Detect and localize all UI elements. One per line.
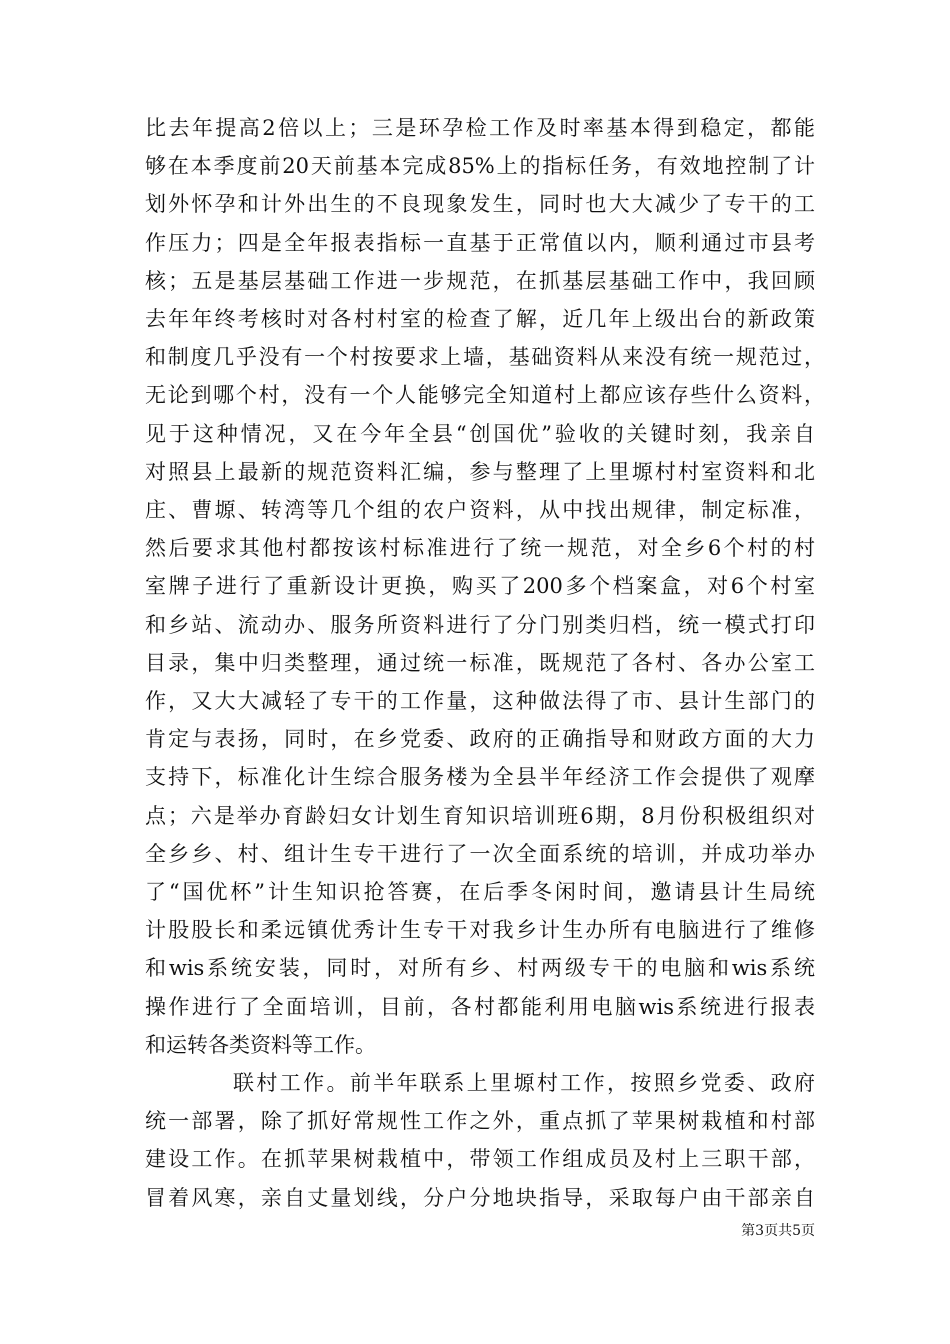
text-line: 目录，集中归类整理，通过统一标准，既规范了各村、各办公室工 <box>145 650 815 675</box>
text-line: 全乡乡、村、组计生专干进行了一次全面系统的培训，并成功举办 <box>145 841 815 866</box>
text-line: 见于这种情况，又在今年全县“创国优”验收的关键时刻，我亲自 <box>145 421 815 446</box>
text-line: 作，又大大减轻了专干的工作量，这种做法得了市、县计生部门的 <box>145 689 815 713</box>
text-line: 对照县上最新的规范资料汇编，参与整理了上里塬村村室资料和北 <box>145 459 815 484</box>
text-line: 操作进行了全面培训，目前，各村都能利用电脑wis系统进行报表 <box>145 994 815 1019</box>
text-line: 作压力；四是全年报表指标一直基于正常值以内，顺利通过市县考 <box>145 230 815 255</box>
text-line: 冒着风寒，亲自丈量划线，分户分地块指导，采取每户由干部亲自 <box>145 1185 815 1210</box>
text-line: 建设工作。在抓苹果树栽植中，带领工作组成员及村上三职干部， <box>145 1147 815 1172</box>
text-line: 室牌子进行了重新设计更换，购买了200多个档案盒，对6个村室 <box>145 574 815 599</box>
text-line: 统一部署，除了抓好常规性工作之外，重点抓了苹果树栽植和村部 <box>145 1109 815 1134</box>
text-line: 然后要求其他村都按该村标准进行了统一规范，对全乡6个村的村 <box>145 536 815 561</box>
text-line: 核；五是基层基础工作进一步规范，在抓基层基础工作中，我回顾 <box>145 268 815 293</box>
text-line: 点；六是举办育龄妇女计划生育知识培训班6期，8月份积极组织对 <box>145 803 815 828</box>
text-line: 划外怀孕和计外出生的不良现象发生，同时也大大减少了专干的工 <box>145 192 815 217</box>
text-line: 和制度几乎没有一个村按要求上墙，基础资料从来没有统一规范过， <box>145 345 825 370</box>
text-line: 肯定与表扬，同时，在乡党委、政府的正确指导和财政方面的大力 <box>145 727 815 752</box>
text-line: 支持下，标准化计生综合服务楼为全县半年经济工作会提供了观摩 <box>145 765 815 790</box>
text-line: 去年年终考核时对各村村室的检查了解，近几年上级出台的新政策 <box>145 307 815 331</box>
text-line: 和运转各类资料等工作。 <box>145 1032 376 1057</box>
text-line: 比去年提高2倍以上；三是环孕检工作及时率基本得到稳定，都能 <box>145 116 815 140</box>
paragraph-start-line: 联村工作。前半年联系上里塬村工作，按照乡党委、政府 <box>233 1071 815 1095</box>
text-line: 计股股长和柔远镇优秀计生专干对我乡计生办所有电脑进行了维修 <box>145 918 815 943</box>
text-line: 够在本季度前20天前基本完成85%上的指标任务，有效地控制了计 <box>145 154 815 179</box>
text-line: 无论到哪个村，没有一个人能够完全知道村上都应该存些什么资料， <box>145 383 825 408</box>
text-line: 和乡站、流动办、服务所资料进行了分门别类归档，统一模式打印 <box>145 612 815 637</box>
text-line: 庄、曹塬、转湾等几个组的农户资料，从中找出规律，制定标准， <box>145 498 815 522</box>
page-footer: 第3页共5页 <box>741 1223 815 1239</box>
text-line: 和wis系统安装，同时，对所有乡、村两级专干的电脑和wis系统 <box>145 956 815 981</box>
text-line: 了“国优杯”计生知识抢答赛，在后季冬闲时间，邀请县计生局统 <box>145 880 815 904</box>
